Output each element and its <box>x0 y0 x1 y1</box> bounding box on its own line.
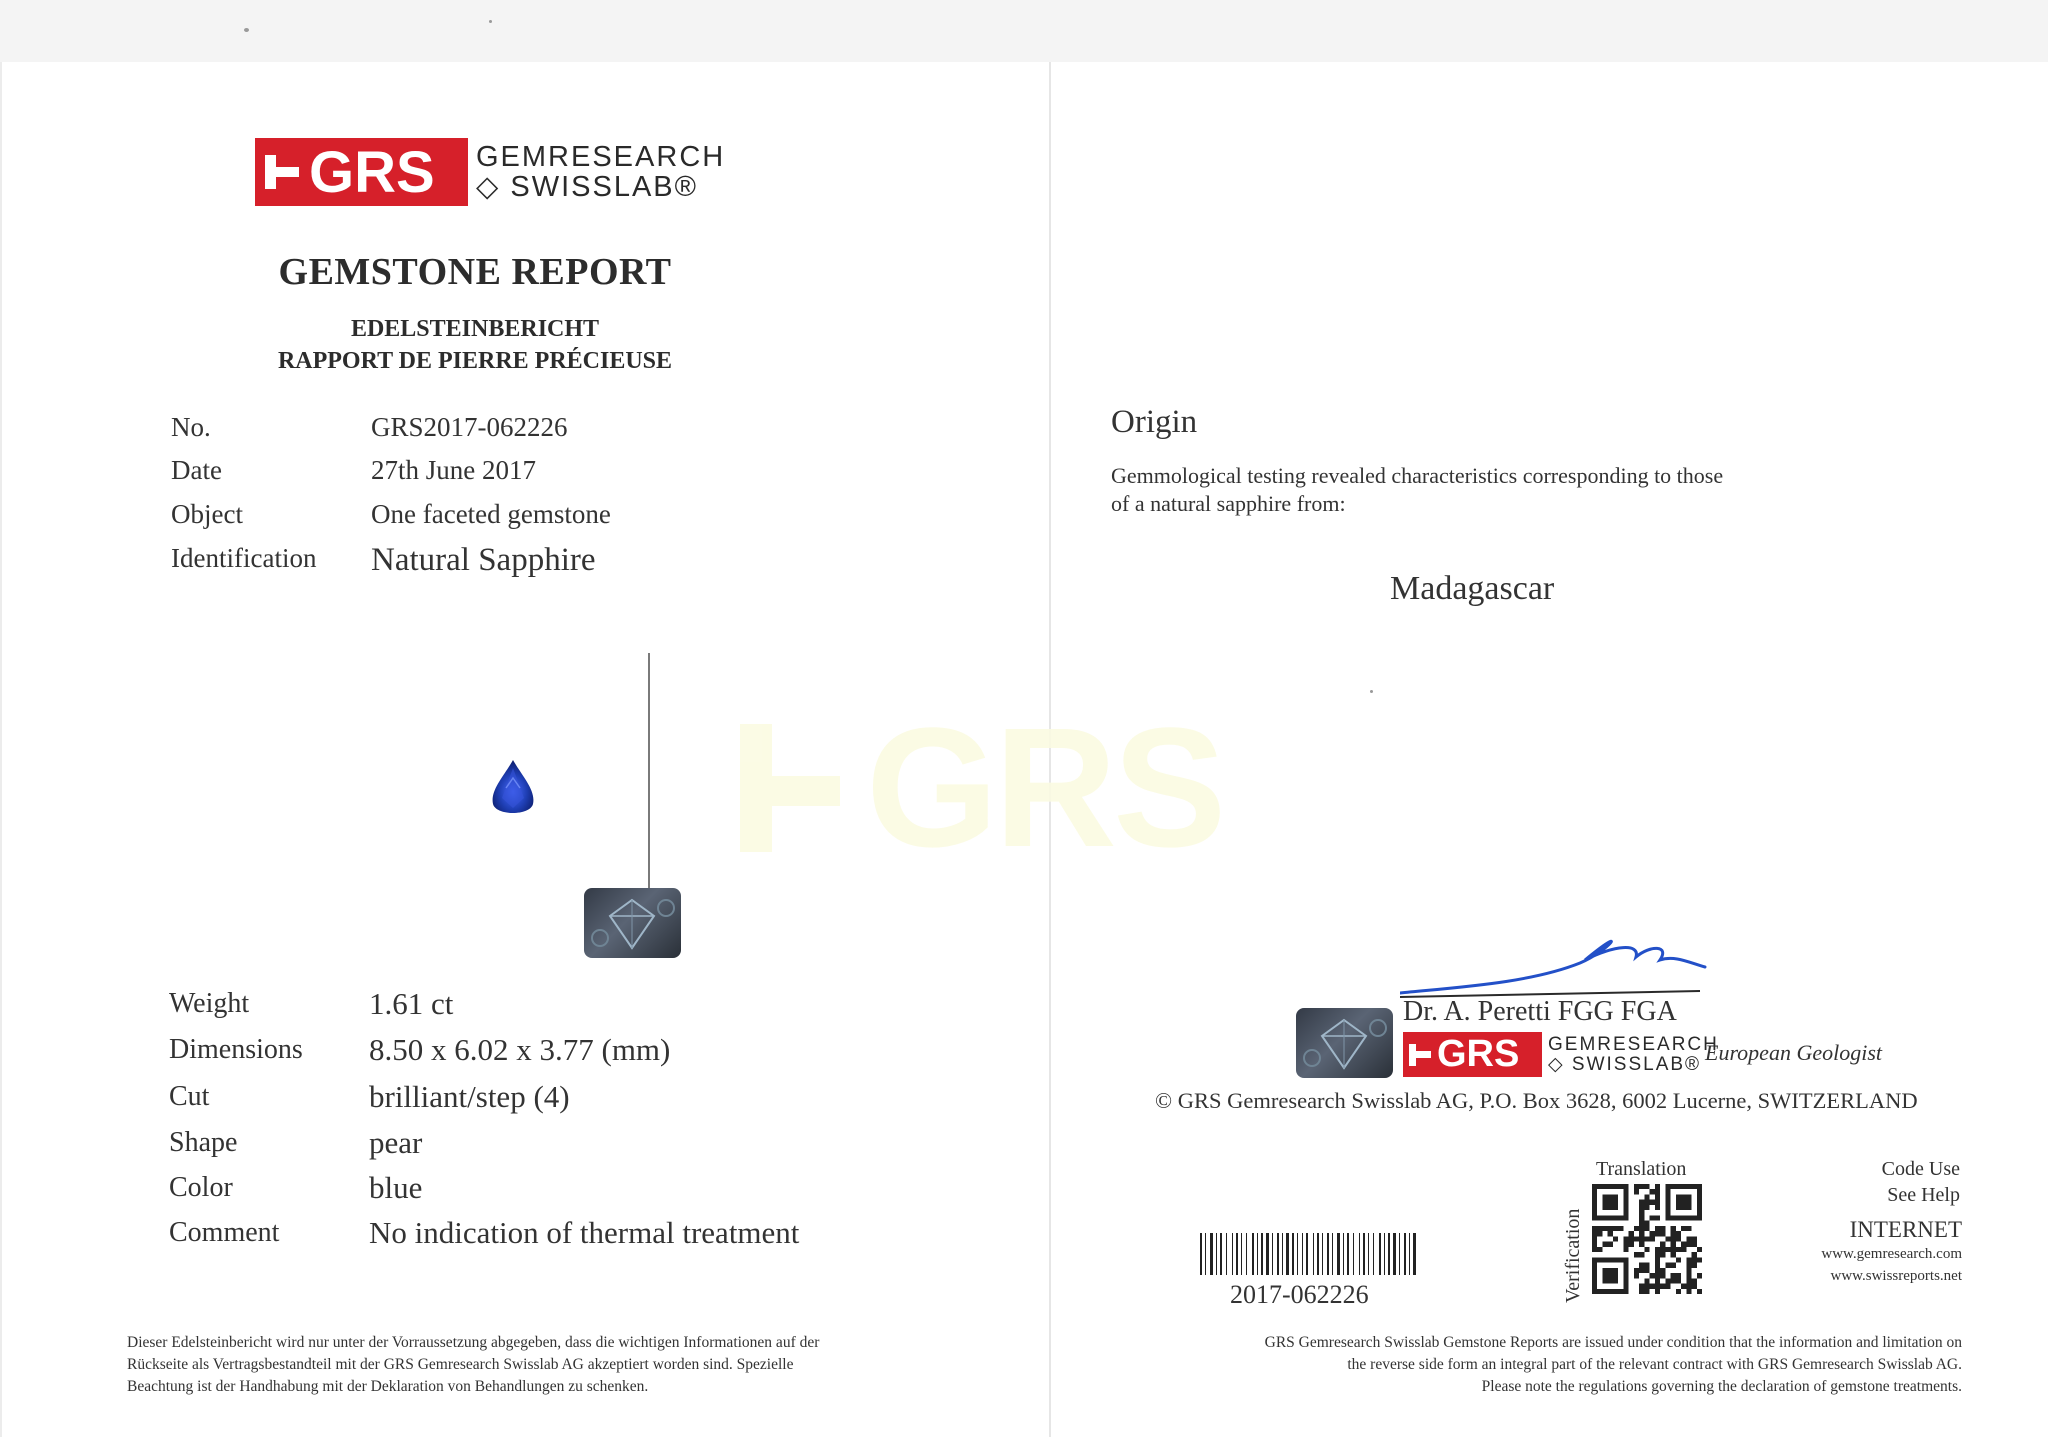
disclaimer-german-line: Rückseite als Vertragsbestandteil mit der GRS Gemresearch Swisslab AG akzeptiert worden sind. Spezielle <box>127 1356 794 1373</box>
report-subtitle-french: RAPPORT DE PIERRE PRÉCIEUSE <box>277 348 673 374</box>
see-help-label: See Help <box>1887 1184 1960 1206</box>
watermark-cross-icon <box>740 724 840 852</box>
qr-translation-label: Translation <box>1596 1158 1687 1180</box>
disclaimer-english-line: GRS Gemresearch Swisslab Gemstone Reports are issued under condition that the information and limitation on <box>1264 1334 1962 1351</box>
grs-logo-small <box>1403 1032 1719 1077</box>
detail-label-identification: Identification <box>171 543 317 573</box>
detail-value-date: 27th June 2017 <box>371 455 536 485</box>
disclaimer-german-line: Beachtung ist der Handhabung mit der Deklaration von Behandlungen zu schenken. <box>127 1378 649 1395</box>
stamp-stem-line <box>648 653 650 903</box>
disclaimer-german-line: Dieser Edelsteinbericht wird nur unter der Vorraussetzung abgegeben, dass die wichtigen Informationen auf der <box>127 1334 820 1351</box>
barcode <box>1200 1233 1418 1275</box>
grs-logo-mark: GRS <box>1437 1033 1520 1075</box>
swiss-cross-icon <box>1409 1044 1431 1066</box>
grs-logo-mark: GRS <box>309 139 435 205</box>
origin-statement-line: Gemmological testing revealed characteristics corresponding to those <box>1111 463 1724 488</box>
origin-country: Madagascar <box>1390 570 1555 607</box>
detail-label-date: Date <box>171 455 222 485</box>
detail-value-number: GRS2017-062226 <box>371 412 568 442</box>
disclaimer-german <box>127 1332 947 1398</box>
swiss-cross-icon <box>265 155 299 189</box>
property-value-weight: 1.61 ct <box>369 986 454 1021</box>
copyright-line: © GRS Gemresearch Swisslab AG, P.O. Box 3628, 6002 Lucerne, SWITZERLAND <box>1155 1088 1918 1113</box>
logo-line-gemresearch: GEMRESEARCH <box>1548 1033 1719 1055</box>
signatory-name: Dr. A. Peretti FGG FGA <box>1403 996 1677 1027</box>
diamond-icon: ◇ <box>476 171 511 203</box>
disclaimer-english-line: the reverse side form an integral part of the relevant contract with GRS Gemresearch Swisslab AG. <box>1347 1356 1962 1373</box>
hologram-seal <box>1296 1008 1393 1078</box>
detail-label-number: No. <box>171 412 211 442</box>
property-label-comment: Comment <box>169 1217 280 1248</box>
property-value-comment: No indication of thermal treatment <box>369 1215 800 1250</box>
hologram-seal <box>584 888 681 958</box>
grs-logo-wordmark <box>1548 1035 1719 1075</box>
property-label-shape: Shape <box>169 1127 238 1158</box>
qr-code <box>1592 1184 1702 1294</box>
disclaimer-english-line: Please note the regulations governing the declaration of gemstone treatments. <box>1481 1378 1962 1395</box>
scan-top-margin <box>0 0 2048 62</box>
disclaimer-english <box>1100 1332 1962 1398</box>
signature <box>1400 905 1710 1005</box>
detail-value-object: One faceted gemstone <box>371 499 611 529</box>
property-value-dimensions: 8.50 x 6.02 x 3.77 (mm) <box>369 1032 671 1067</box>
grs-logo-badge <box>1403 1032 1542 1077</box>
origin-statement <box>1111 462 1871 518</box>
grs-logo-wordmark <box>476 142 725 203</box>
scan-speck <box>244 28 249 32</box>
watermark-text: GRS <box>866 693 1223 883</box>
detail-label-object: Object <box>171 499 243 529</box>
logo-line-swisslab: ◇ SWISSLAB® <box>476 171 698 203</box>
logo-line-gemresearch: GEMRESEARCH <box>476 140 726 173</box>
property-label-weight: Weight <box>169 988 250 1019</box>
signatory-role: European Geologist <box>1705 1040 1882 1065</box>
barcode-number: 2017-062226 <box>1230 1280 1369 1309</box>
report-title: GEMSTONE REPORT <box>278 251 672 293</box>
property-value-shape: pear <box>369 1125 423 1160</box>
scan-speck <box>489 20 492 23</box>
property-value-cut: brilliant/step (4) <box>369 1079 570 1114</box>
url-gemresearch: www.gemresearch.com <box>1821 1246 1962 1262</box>
logo-line-swisslab: ◇ SWISSLAB® <box>1548 1053 1702 1075</box>
property-label-color: Color <box>169 1172 233 1203</box>
internet-label: INTERNET <box>1849 1217 1962 1242</box>
origin-heading: Origin <box>1111 404 1198 440</box>
property-label-dimensions: Dimensions <box>169 1034 303 1065</box>
grs-logo-badge <box>255 138 468 206</box>
diamond-icon: ◇ <box>1548 1053 1572 1075</box>
detail-value-identification: Natural Sapphire <box>371 542 596 578</box>
scan-speck <box>1370 690 1373 693</box>
code-use-label: Code Use <box>1881 1158 1960 1180</box>
sapphire-photo <box>488 758 538 820</box>
report-subtitle-german: EDELSTEINBERICHT <box>350 316 600 342</box>
grs-logo <box>255 138 725 206</box>
origin-statement-line: of a natural sapphire from: <box>1111 491 1346 516</box>
page-edge <box>0 62 2 1437</box>
property-value-color: blue <box>369 1170 423 1205</box>
property-label-cut: Cut <box>169 1081 210 1112</box>
grs-watermark <box>740 690 1222 886</box>
url-swissreports: www.swissreports.net <box>1830 1268 1962 1284</box>
qr-verification-label: Verification <box>1562 1208 1584 1303</box>
